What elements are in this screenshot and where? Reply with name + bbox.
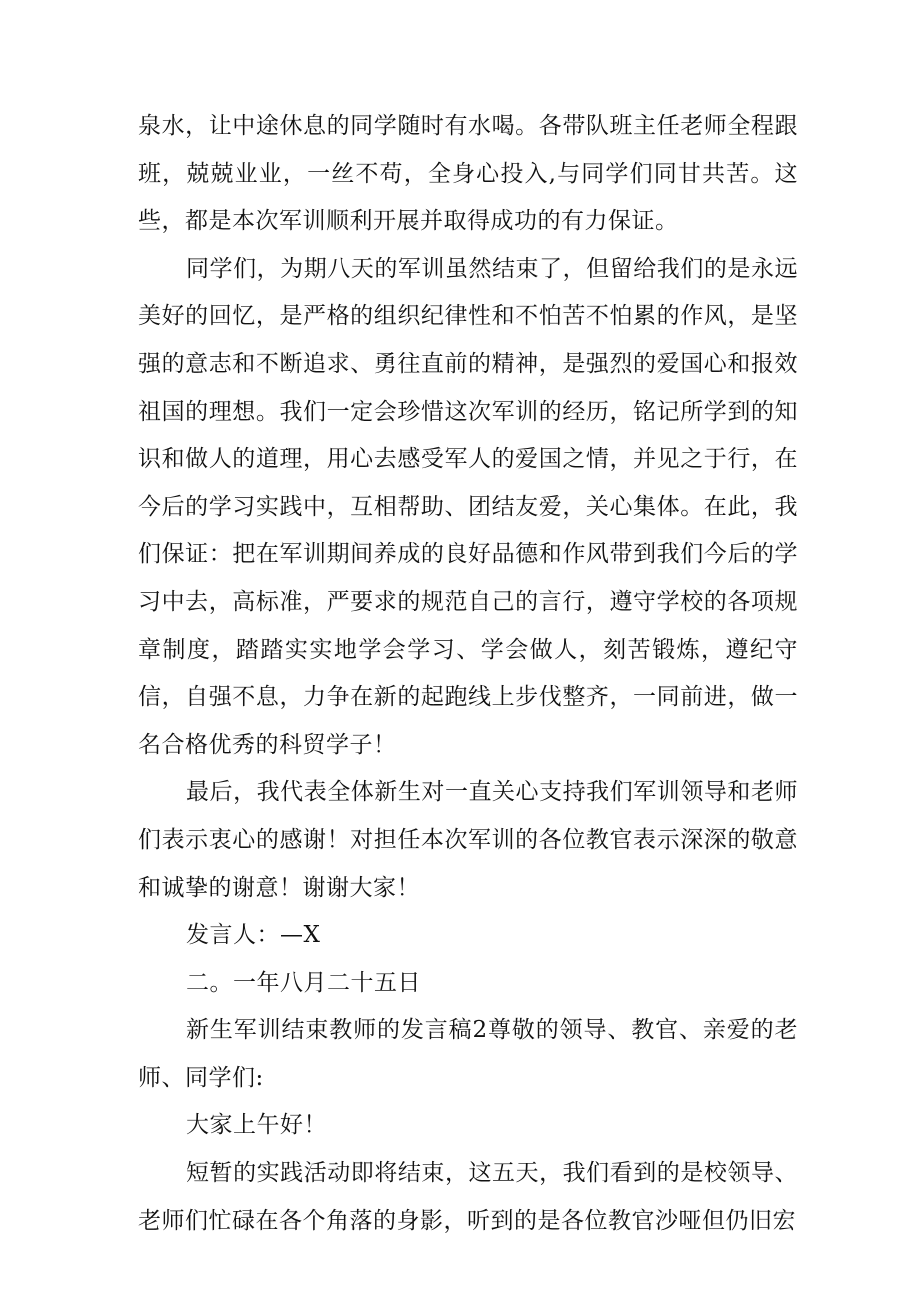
date-line: 二。一年八月二十五日 xyxy=(186,969,421,996)
speaker-line: 发言人：—X xyxy=(186,922,321,949)
greeting-line: 大家上午好！ xyxy=(186,1112,327,1139)
speech-two-heading: 新生军训结束教师的发言稿2尊敬的领导、教官、亲爱的老师、同学们: xyxy=(138,1017,798,1091)
paragraph-opening: 短暂的实践活动即将结束，这五天，我们看到的是校领导、老师们忙碌在各个角落的身影，听到的是各位教官沙哑但仍旧宏 xyxy=(138,1160,798,1234)
paragraph-thanks: 最后，我代表全体新生对一直关心支持我们军训领导和老师们表示衷心的感谢！对担任本次军训的各位教官表示深深的敬意和诚挚的谢意！谢谢大家！ xyxy=(138,779,798,901)
paragraph-continuation: 泉水，让中途休息的同学随时有水喝。各带队班主任老师全程跟班，兢兢业业，一丝不苟，全身心投入,与同学们同甘共苦。这些，都是本次军训顺利开展并取得成功的有力保证。 xyxy=(138,113,798,235)
document-body xyxy=(138,103,798,1245)
paragraph-reflection: 同学们，为期八天的军训虽然结束了，但留给我们的是永远美好的回忆，是严格的组织纪律性和不怕苦不怕累的作风，是坚强的意志和不断追求、勇往直前的精神，是强烈的爱国心和报效祖国的理想。我们一定会珍惜这次军训的经历，铭记所学到的知识和做人的道理，用心去感受军人的爱国之情，并见之于行，在今后的学习实践中，互相帮助、团结友爱，关心集体。在此，我们保证：把在军训期间养成的良好品德和作风带到我们今后的学习中去，高标准，严要求的规范自己的言行，遵守学校的各项规章制度，踏踏实实地学会学习、学会做人，刻苦锻炼，遵纪守信，自强不息，力争在新的起跑线上步伐整齐，一同前进，做一名合格优秀的科贸学子！ xyxy=(138,255,798,758)
